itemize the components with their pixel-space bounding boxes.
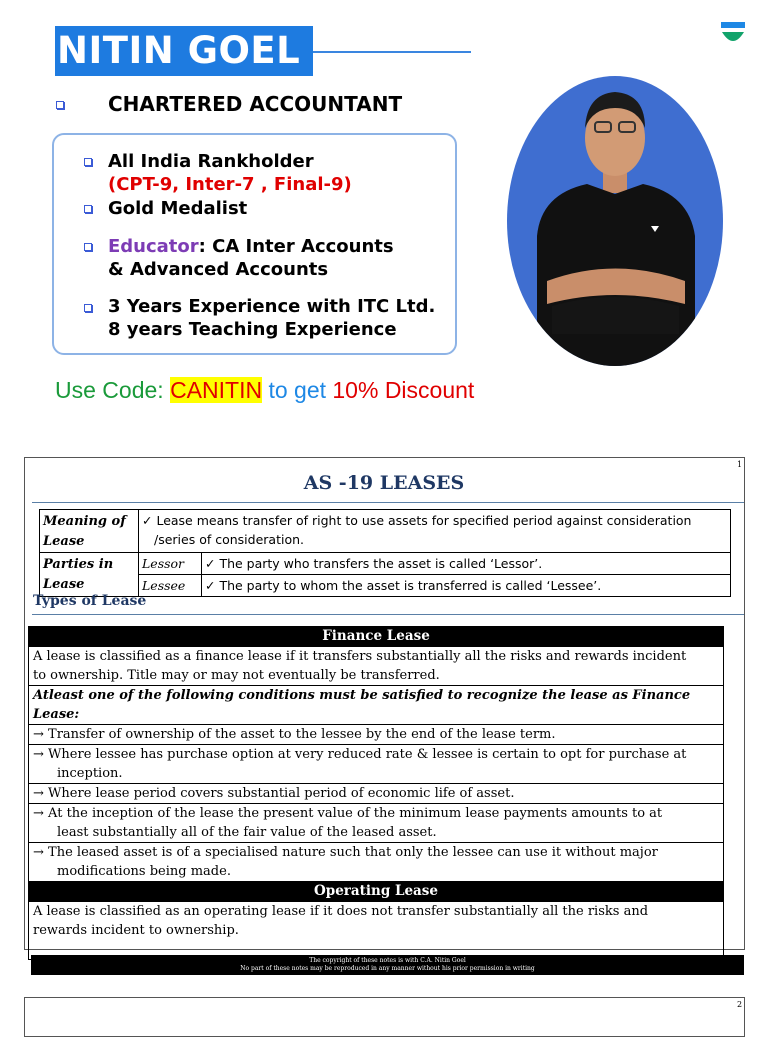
credential-medal: Gold Medalist xyxy=(108,198,248,219)
meaning-label: Meaning of Lease xyxy=(40,510,139,553)
bullet-icon xyxy=(84,243,92,251)
table-row xyxy=(29,784,724,804)
credential-experience: 3 Years Experience with ITC Ltd. 8 years Teaching Experience xyxy=(108,296,436,340)
finance-lease-heading: Finance Lease xyxy=(29,627,724,647)
unacademy-logo-icon xyxy=(719,20,747,48)
title-rule xyxy=(32,502,744,503)
table-row xyxy=(29,843,724,882)
parties-label: Parties in Lease xyxy=(40,553,139,597)
table-row xyxy=(29,804,724,843)
presenter-name: NITIN GOEL xyxy=(55,26,313,76)
table-row xyxy=(29,647,724,686)
table-row xyxy=(40,553,731,575)
promo-code-banner: Use Code: CANITIN to get 10% Discount xyxy=(55,377,475,403)
bullet-icon xyxy=(84,304,92,312)
condition-item: → Where lease period covers substantial period of economic life of asset. xyxy=(29,784,724,804)
credential-rankholder: All India Rankholder (CPT-9, Inter-7 , Final-9) xyxy=(108,151,352,195)
bullet-icon xyxy=(84,205,92,213)
promo-code: CANITIN xyxy=(170,377,263,403)
page-number: 2 xyxy=(737,1000,743,1009)
condition-item: → Transfer of ownership of the asset to the lessee by the end of the lease term. xyxy=(29,725,724,745)
person-silhouette-icon xyxy=(507,76,723,366)
lease-types-table xyxy=(28,626,724,960)
table-row xyxy=(29,882,724,902)
meaning-text: ✓ Lease means transfer of right to use assets for specified period against consideration /series of consideration. xyxy=(139,510,731,553)
finance-definition: A lease is classified as a finance lease if it transfers substantially all the risks and rewards incident to ownership. Title may or may not eventually be transferred. xyxy=(29,647,724,686)
bullet-icon xyxy=(56,101,64,109)
condition-item: → Where lessee has purchase option at very reduced rate & lessee is certain to opt for purchase at inception. xyxy=(29,745,724,784)
party-role: Lessor xyxy=(139,553,202,575)
lease-meaning-table xyxy=(39,509,731,597)
presenter-title: CHARTERED ACCOUNTANT xyxy=(108,92,403,116)
conditions-intro: Atleast one of the following conditions must be satisfied to recognize the lease as Finance Lease: xyxy=(29,686,724,725)
table-row xyxy=(40,510,731,553)
operating-lease-heading: Operating Lease xyxy=(29,882,724,902)
table-row xyxy=(29,902,724,960)
table-row xyxy=(29,686,724,725)
party-desc: ✓ The party to whom the asset is transferred is called ‘Lessee’. xyxy=(202,575,731,597)
condition-item: → At the inception of the lease the present value of the minimum lease payments amounts to at least substantially all of the fair value of the leased asset. xyxy=(29,804,724,843)
presenter-photo xyxy=(507,76,723,366)
table-row xyxy=(29,725,724,745)
operating-definition: A lease is classified as an operating lease if it does not transfer substantially all the risks and rewards incident to ownership. xyxy=(29,902,724,960)
table-row xyxy=(29,627,724,647)
credential-educator: Educator: CA Inter Accounts & Advanced Accounts xyxy=(108,236,394,280)
page-number: 1 xyxy=(737,460,743,469)
document-title: AS -19 LEASES xyxy=(303,472,465,494)
party-role: Lessee xyxy=(139,575,202,597)
name-underline xyxy=(313,51,471,53)
next-notes-page xyxy=(24,997,745,1037)
bullet-icon xyxy=(84,158,92,166)
types-heading: Types of Lease xyxy=(33,593,147,609)
table-row xyxy=(29,745,724,784)
copyright-footer: The copyright of these notes is with C.A. Nitin Goel No part of these notes may be reproduced in any manner without his prior permission in writing xyxy=(31,955,744,975)
condition-item: → The leased asset is of a specialised nature such that only the lessee can use it without major modifications being made. xyxy=(29,843,724,882)
party-desc: ✓ The party who transfers the asset is called ‘Lessor’. xyxy=(202,553,731,575)
types-rule xyxy=(32,614,744,615)
